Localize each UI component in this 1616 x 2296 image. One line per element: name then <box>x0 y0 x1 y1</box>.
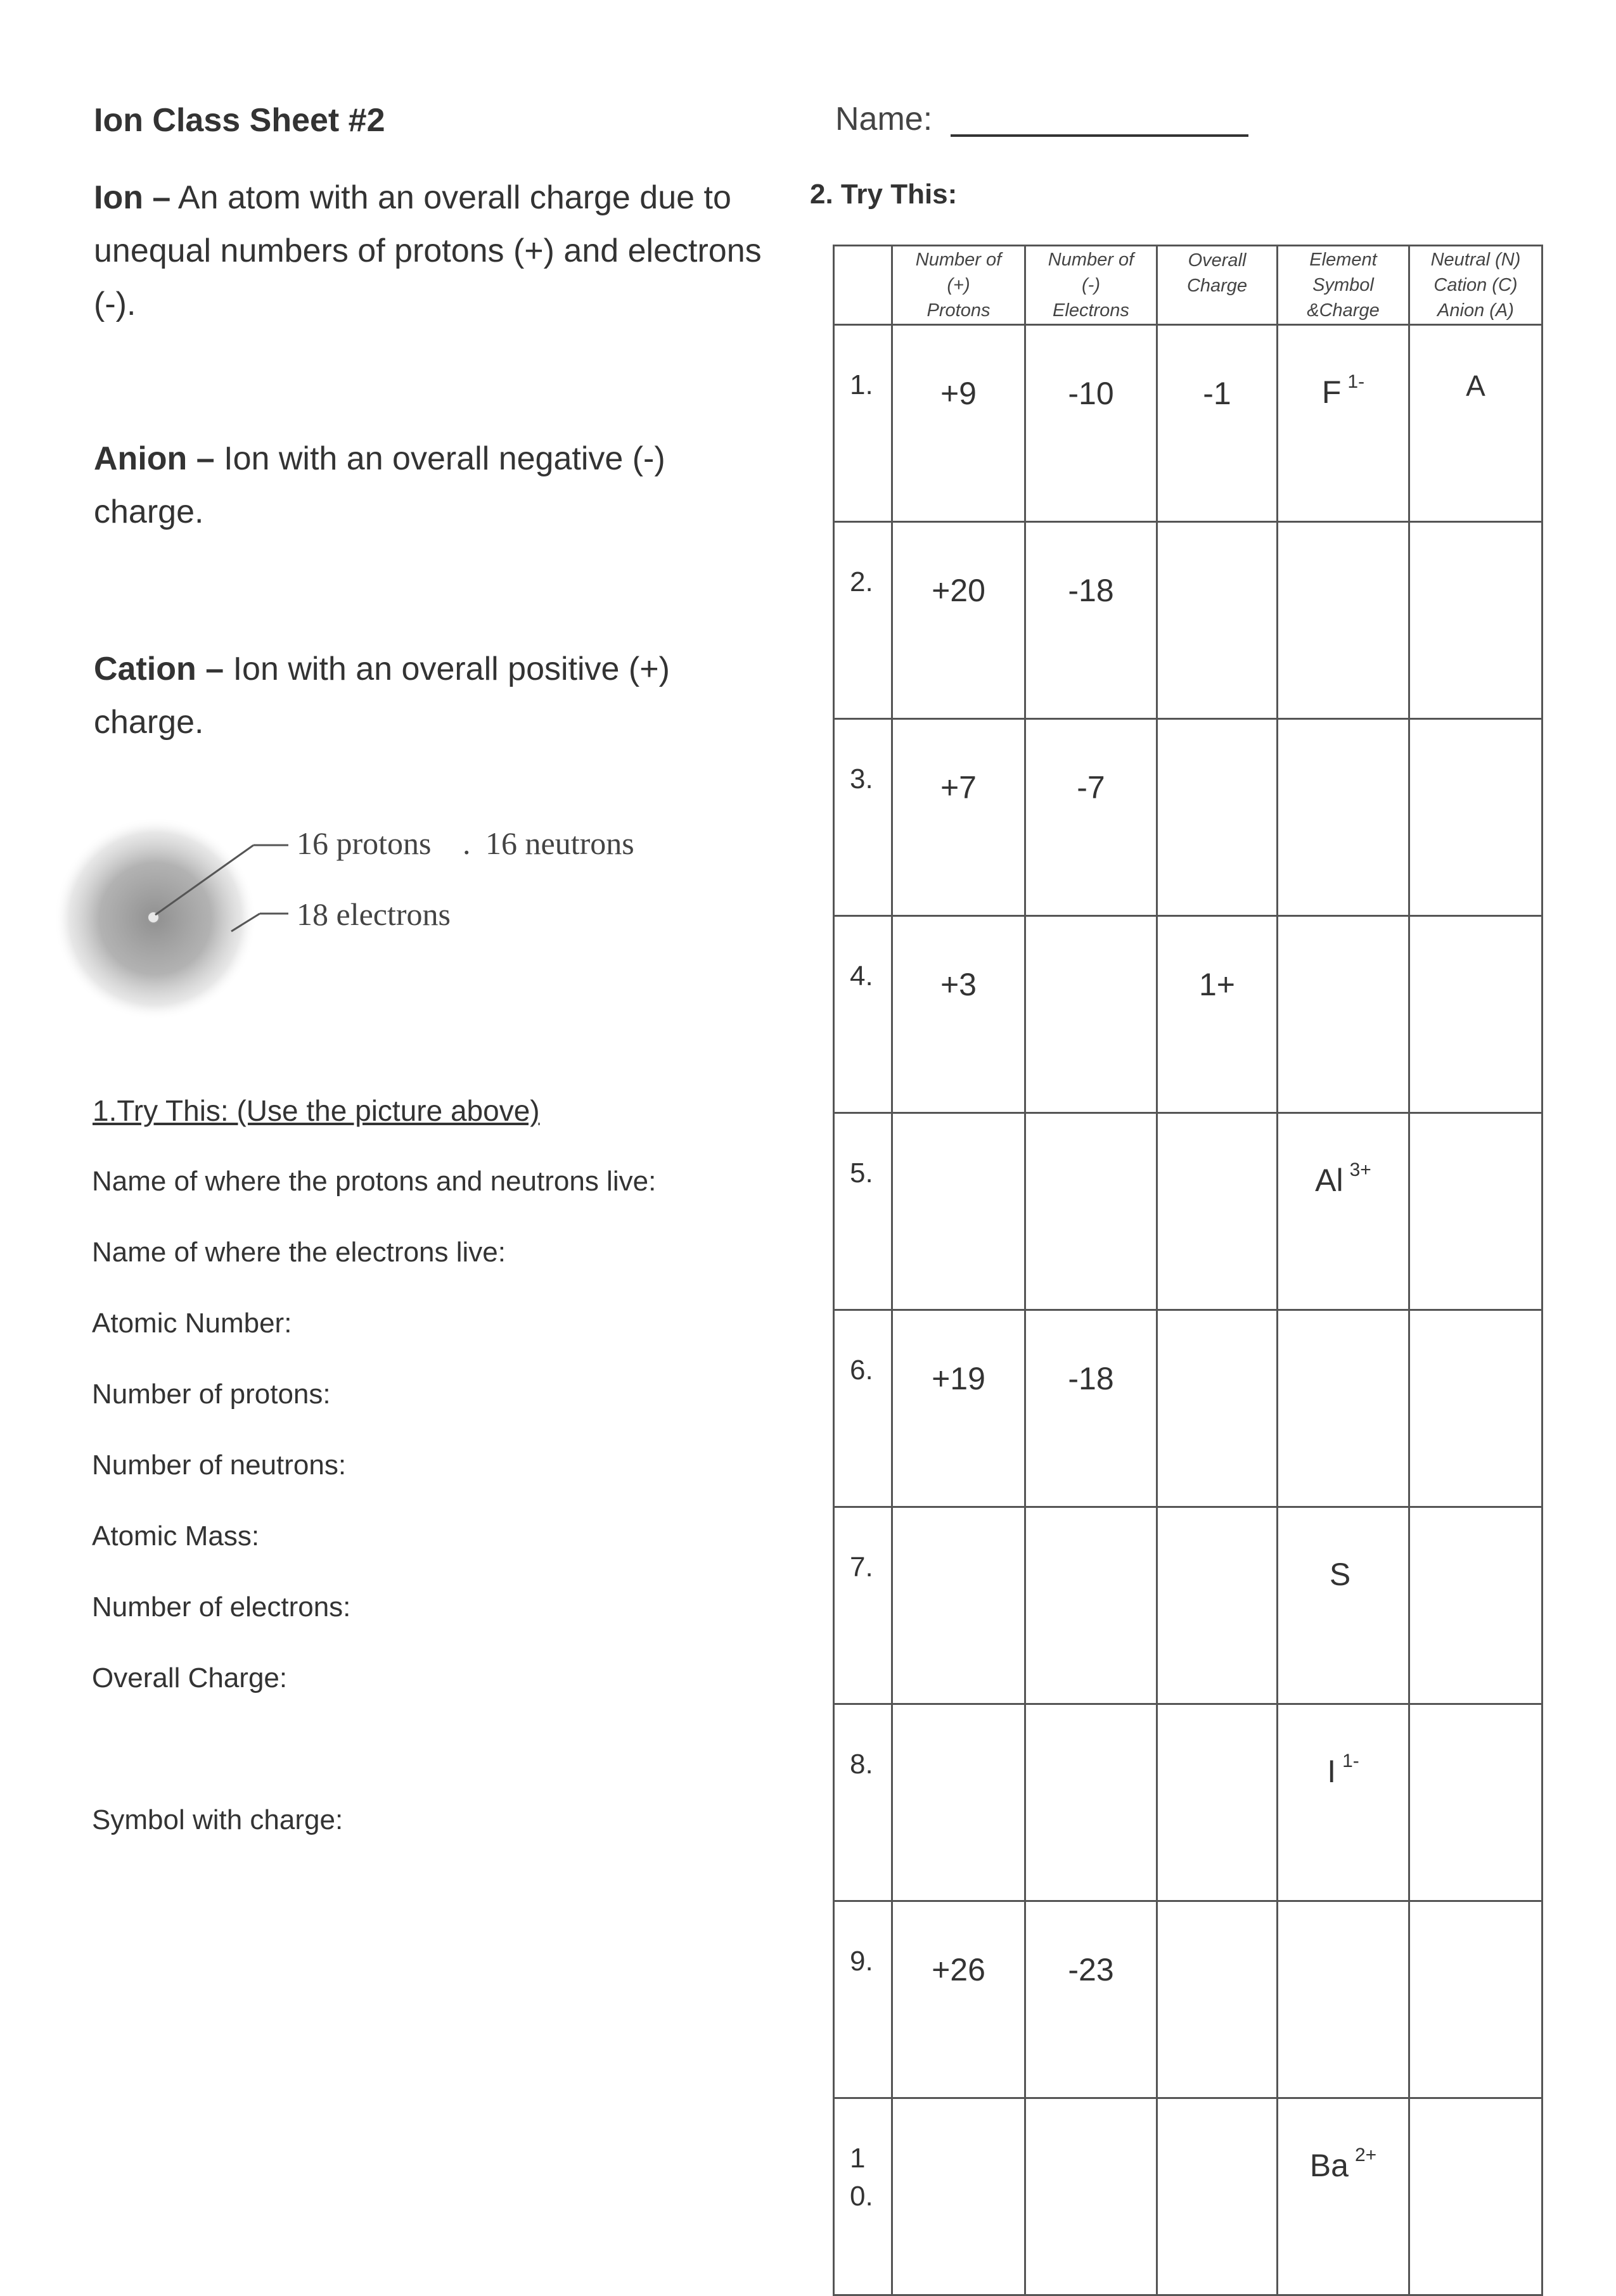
protons-cell[interactable] <box>892 522 1025 719</box>
definition-ion <box>94 171 778 331</box>
electrons-value: -18 <box>1068 573 1114 608</box>
electrons-value <box>1026 1508 1156 1557</box>
header-overall-charge: Overall Charge <box>1157 246 1278 325</box>
header-electrons: Number of (-) Electrons <box>1025 246 1157 325</box>
protons-cell[interactable] <box>892 916 1025 1113</box>
term-anion: Anion – <box>94 440 215 477</box>
ion-type-cell[interactable] <box>1409 1704 1542 1901</box>
ion-type-value: A <box>1466 369 1485 402</box>
row-number-cell <box>834 1310 892 1507</box>
electrons-cell[interactable] <box>1025 1507 1157 1704</box>
ion-type-value <box>1410 1114 1541 1157</box>
row-number-cell <box>834 2098 892 2295</box>
protons-cell[interactable] <box>892 2098 1025 2295</box>
element-symbol-cell[interactable] <box>1278 1310 1409 1507</box>
element-charge-superscript: 3+ <box>1349 1159 1371 1180</box>
element-symbol <box>1278 2099 1408 2184</box>
row-number: 3. <box>850 763 873 794</box>
table-row <box>834 1901 1542 2098</box>
header-number <box>834 246 892 325</box>
question-electron-location: Name of where the electrons live: <box>92 1237 506 1268</box>
electrons-value <box>1026 917 1156 966</box>
element-symbol-cell[interactable] <box>1278 325 1409 522</box>
overall-charge-value: -1 <box>1203 376 1231 411</box>
element-symbol-cell[interactable] <box>1278 2098 1409 2295</box>
electrons-cell[interactable] <box>1025 916 1157 1113</box>
definition-cation-text: Ion with an overall positive (+) charge. <box>94 651 670 741</box>
protons-value: +20 <box>932 573 985 608</box>
term-ion: Ion – <box>94 179 171 216</box>
question-symbol-with-charge: Symbol with charge: <box>92 1804 343 1835</box>
question-number-of-electrons: Number of electrons: <box>92 1591 351 1623</box>
element-symbol-text: S <box>1329 1557 1351 1592</box>
element-symbol-text: Ba <box>1309 2148 1349 2183</box>
element-symbol-text: I <box>1327 1754 1337 1789</box>
row-number-cell <box>834 522 892 719</box>
electrons-cell[interactable] <box>1025 1310 1157 1507</box>
electrons-cell[interactable] <box>1025 1901 1157 2098</box>
protons-value: +19 <box>932 1361 985 1396</box>
worksheet-title: Ion Class Sheet #2 <box>94 102 385 139</box>
protons-cell[interactable] <box>892 1507 1025 1704</box>
overall-charge-cell[interactable] <box>1157 2098 1278 2295</box>
overall-charge-cell[interactable] <box>1157 916 1278 1113</box>
ion-type-value <box>1410 917 1541 960</box>
protons-cell[interactable] <box>892 325 1025 522</box>
table-row <box>834 522 1542 719</box>
electrons-cell[interactable] <box>1025 325 1157 522</box>
protons-cell[interactable] <box>892 1704 1025 1901</box>
overall-charge-cell[interactable] <box>1157 1113 1278 1310</box>
label-protons: 16 protons <box>297 826 432 861</box>
overall-charge-value <box>1158 1705 1276 1754</box>
electrons-value <box>1026 2099 1156 2148</box>
question-number-of-neutrons: Number of neutrons: <box>92 1450 347 1481</box>
label-neutrons: 16 neutrons <box>485 826 634 861</box>
element-symbol-cell[interactable] <box>1278 1113 1409 1310</box>
row-number-cell <box>834 1507 892 1704</box>
electrons-cell[interactable] <box>1025 1113 1157 1310</box>
element-symbol-text: Al <box>1315 1163 1343 1198</box>
name-field[interactable] <box>951 134 1248 137</box>
row-number-cell <box>834 719 892 916</box>
element-symbol <box>1278 1902 1408 1987</box>
label-separator: . <box>463 826 471 861</box>
overall-charge-value <box>1158 2099 1276 2148</box>
overall-charge-cell[interactable] <box>1157 325 1278 522</box>
try-this-1-heading: 1.Try This: (Use the picture above) <box>93 1094 540 1127</box>
table-row <box>834 325 1542 522</box>
row-number-cell <box>834 1113 892 1310</box>
table-header-row <box>834 246 1542 325</box>
ion-type-value <box>1410 1311 1541 1354</box>
table-row <box>834 1507 1542 1704</box>
table-row <box>834 1704 1542 1901</box>
protons-value: +9 <box>940 376 977 411</box>
question-atomic-mass: Atomic Mass: <box>92 1521 260 1552</box>
overall-charge-cell[interactable] <box>1157 1310 1278 1507</box>
ion-type-value <box>1410 1705 1541 1748</box>
electrons-value: -10 <box>1068 376 1114 411</box>
header-element-symbol: Element Symbol &Charge <box>1278 246 1409 325</box>
electrons-value: -7 <box>1077 770 1105 805</box>
protons-cell[interactable] <box>892 1310 1025 1507</box>
element-symbol-cell[interactable] <box>1278 522 1409 719</box>
row-number: 5. <box>850 1158 873 1189</box>
row-number: 8. <box>850 1749 873 1780</box>
element-symbol <box>1278 1705 1408 1790</box>
protons-value <box>893 1508 1024 1557</box>
row-number-cell <box>834 1901 892 2098</box>
ion-type-cell[interactable] <box>1409 719 1542 916</box>
element-symbol-cell[interactable] <box>1278 719 1409 916</box>
element-symbol-cell[interactable] <box>1278 1901 1409 2098</box>
electrons-cell[interactable] <box>1025 1704 1157 1901</box>
overall-charge-value <box>1158 720 1276 769</box>
definition-ion-text: An atom with an overall charge due to unequal numbers of protons (+) and electrons (-). <box>94 179 762 322</box>
overall-charge-cell[interactable] <box>1157 1507 1278 1704</box>
protons-cell[interactable] <box>892 1901 1025 2098</box>
table-row <box>834 916 1542 1113</box>
electrons-cell[interactable] <box>1025 2098 1157 2295</box>
row-number-cell <box>834 325 892 522</box>
electrons-value: -18 <box>1068 1361 1114 1396</box>
header-protons: Number of (+) Protons <box>892 246 1025 325</box>
element-charge-superscript: 1- <box>1347 371 1365 392</box>
element-symbol <box>1278 326 1408 411</box>
row-number: 9. <box>850 1946 873 1977</box>
label-electrons: 18 electrons <box>297 896 451 932</box>
ion-type-cell[interactable] <box>1409 325 1542 522</box>
ion-type-value <box>1410 523 1541 566</box>
element-symbol <box>1278 1114 1408 1199</box>
overall-charge-cell[interactable] <box>1157 1901 1278 2098</box>
overall-charge-value <box>1158 1508 1276 1557</box>
ion-type-cell[interactable] <box>1409 1113 1542 1310</box>
ion-type-value <box>1410 720 1541 763</box>
protons-cell[interactable] <box>892 1113 1025 1310</box>
element-symbol-text: F <box>1321 374 1342 410</box>
ion-type-cell[interactable] <box>1409 1507 1542 1704</box>
protons-value: +26 <box>932 1952 985 1987</box>
ion-type-cell[interactable] <box>1409 916 1542 1113</box>
overall-charge-value <box>1158 523 1276 572</box>
protons-value: +3 <box>940 967 977 1002</box>
element-symbol <box>1278 1508 1408 1593</box>
name-label: Name: <box>835 101 933 137</box>
question-number-of-protons: Number of protons: <box>92 1379 331 1410</box>
element-charge-superscript: 2+ <box>1354 2145 1377 2165</box>
electrons-value <box>1026 1705 1156 1754</box>
overall-charge-cell[interactable] <box>1157 522 1278 719</box>
try-this-2-heading: 2. Try This: <box>810 179 958 210</box>
electrons-cell[interactable] <box>1025 522 1157 719</box>
element-symbol-cell[interactable] <box>1278 1704 1409 1901</box>
row-number: 6. <box>850 1355 873 1386</box>
table-row <box>834 1310 1542 1507</box>
row-number: 0. <box>850 2181 873 2212</box>
row-number: 1 <box>850 2143 866 2174</box>
element-symbol <box>1278 720 1408 805</box>
overall-charge-value <box>1158 1114 1276 1163</box>
question-overall-charge: Overall Charge: <box>92 1662 288 1693</box>
table-row <box>834 719 1542 916</box>
overall-charge-value: 1+ <box>1198 967 1235 1002</box>
table-row <box>834 2098 1542 2295</box>
ion-type-cell[interactable] <box>1409 522 1542 719</box>
ion-type-cell[interactable] <box>1409 2098 1542 2295</box>
row-number: 2. <box>850 566 873 597</box>
protons-value <box>893 1705 1024 1754</box>
ion-table <box>833 245 1543 2296</box>
ion-type-cell[interactable] <box>1409 1901 1542 2098</box>
row-number: 4. <box>850 960 873 992</box>
protons-value <box>893 1114 1024 1163</box>
electrons-cell[interactable] <box>1025 719 1157 916</box>
header-ion-type: Neutral (N) Cation (C) Anion (A) <box>1409 246 1542 325</box>
overall-charge-cell[interactable] <box>1157 1704 1278 1901</box>
row-number-cell <box>834 1704 892 1901</box>
electrons-value: -23 <box>1068 1952 1114 1987</box>
overall-charge-value <box>1158 1902 1276 1951</box>
element-symbol-cell[interactable] <box>1278 916 1409 1113</box>
overall-charge-cell[interactable] <box>1157 719 1278 916</box>
row-number-cell <box>834 916 892 1113</box>
ion-type-value <box>1410 1902 1541 1945</box>
term-cation: Cation – <box>94 651 224 687</box>
element-symbol <box>1278 1311 1408 1396</box>
protons-value: +7 <box>940 770 977 805</box>
question-atomic-number: Atomic Number: <box>92 1308 292 1339</box>
table-row <box>834 1113 1542 1310</box>
definition-anion <box>94 432 778 539</box>
definition-anion-text: Ion with an overall negative (-) charge. <box>94 440 665 530</box>
definition-cation <box>94 642 778 749</box>
element-symbol <box>1278 917 1408 1002</box>
electrons-value <box>1026 1114 1156 1163</box>
overall-charge-value <box>1158 1311 1276 1360</box>
row-number: 1. <box>850 369 873 400</box>
protons-value <box>893 2099 1024 2148</box>
protons-cell[interactable] <box>892 719 1025 916</box>
element-symbol-cell[interactable] <box>1278 1507 1409 1704</box>
element-charge-superscript: 1- <box>1342 1751 1359 1771</box>
ion-type-value <box>1410 1508 1541 1551</box>
row-number: 7. <box>850 1552 873 1583</box>
element-symbol <box>1278 523 1408 608</box>
question-nucleus-location: Name of where the protons and neutrons live: <box>92 1166 657 1197</box>
ion-type-cell[interactable] <box>1409 1310 1542 1507</box>
ion-type-value <box>1410 2099 1541 2142</box>
